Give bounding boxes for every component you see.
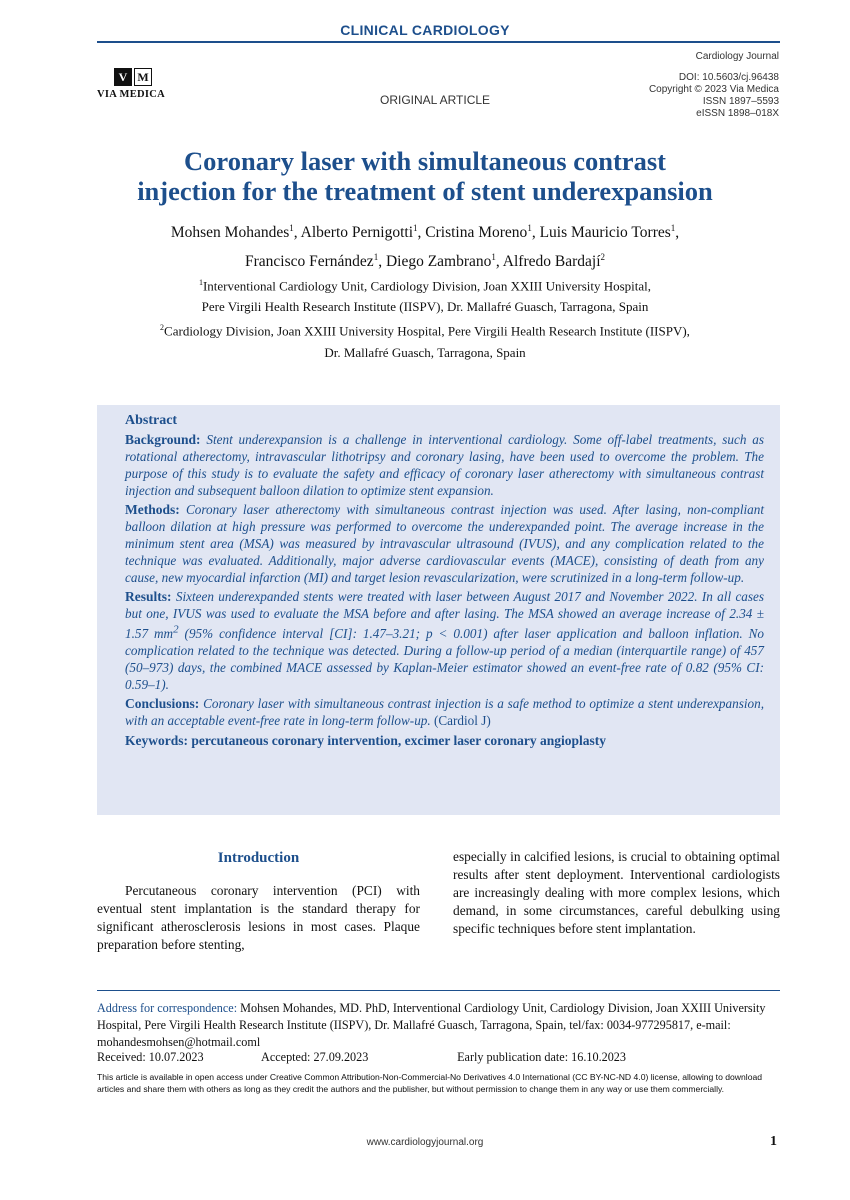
correspondence-address <box>97 1000 780 1051</box>
received-date: Received: 10.07.2023 <box>97 1050 204 1064</box>
conclusions-label: Conclusions: <box>125 696 200 712</box>
publisher-name: VIA MEDICA <box>97 89 166 100</box>
keywords-label: Keywords: <box>125 733 188 749</box>
author-name: Mohsen Mohandes <box>170 224 290 242</box>
affiliation-text: Interventional Cardiology Unit, Cardiology Division, Joan XXIII University Hospital, <box>202 278 652 294</box>
background-text: Stent underexpansion is a challenge in interventional cardiology. Some off-label treatments, such as rotational atherectomy, intravascular lithotripsy and coronary lasing, have been used to overcome the problem. The purpose of this study is to evaluate the safety and efficacy of coronary laser atherectomy with simultaneous contrast injection and subsequent balloon dilation to optimize stent expansion. <box>125 432 764 498</box>
journal-name: Cardiology Journal <box>695 51 779 62</box>
abstract-box <box>97 405 780 815</box>
results-text <box>125 589 764 692</box>
logo-letter-m: M <box>134 68 152 86</box>
abstract-methods <box>125 501 764 586</box>
author-separator: , <box>675 224 680 242</box>
body-column-left <box>97 848 420 954</box>
address-label: Address for correspondence: <box>97 1001 238 1015</box>
abstract-conclusions <box>125 695 764 729</box>
logo-letter-v: V <box>114 68 132 86</box>
background-label: Background: <box>125 432 201 447</box>
abstract-background <box>125 431 764 499</box>
intro-paragraph-start: Percutaneous coronary intervention (PCI) with eventual stent implantation is the standard therapy for significant atherosclerosis lesions in most cases. Plaque preparation before stenting, <box>97 883 420 952</box>
results-label: Results: <box>125 589 172 604</box>
affiliation-2-line-1 <box>60 317 790 341</box>
affiliations <box>60 272 790 363</box>
section-header: CLINICAL CARDIOLOGY <box>340 22 510 38</box>
footnote-rule <box>97 990 780 991</box>
author-name: Diego Zambrano <box>385 253 492 271</box>
title-line-2: injection for the treatment of stent underexpansion <box>137 176 713 206</box>
author-affiliation-mark: 1 <box>670 223 676 233</box>
title-line-1: Coronary laser with simultaneous contrast <box>184 146 666 176</box>
publication-dates <box>97 1050 780 1065</box>
journal-citation: (Cardiol J) <box>430 713 491 729</box>
eissn: eISSN 1898–018X <box>696 108 779 119</box>
affiliation-1-line-1 <box>60 272 790 296</box>
author-affiliation-mark: 1 <box>289 223 294 233</box>
methods-text: Coronary laser atherectomy with simultaneous contrast injection was used. After lasing, non-compliant balloon dilation at high pressure was performed to overcome the underexpanded point. The average increase in the minimum stent area (MSA) was measured by intravascular ultrasound (IVUS), and any complication related to the technique was evaluated. Additionally, major adverse cardiovascular events (MACE), consisting of death from any cause, new myocardial infarction (MI) and target lesion revascularization, were scrutinized in a long-term follow-up. <box>125 502 764 585</box>
intro-paragraph-continued: especially in calcified lesions, is crucial to obtaining optimal results after stent deployment. Interventional cardiologists are increasingly dealing with more complex lesions, which demand, in some circumstances, careful debulking using specific techniques before stent implantation. <box>453 849 780 936</box>
author-separator: , <box>417 224 426 242</box>
author-name: Francisco Fernández <box>245 253 374 271</box>
keywords-text: percutaneous coronary intervention, excimer laser coronary angioplasty <box>191 733 606 749</box>
author-separator: , <box>293 224 301 242</box>
author-name: Alberto Pernigotti <box>300 224 414 242</box>
conclusions-text: Coronary laser with simultaneous contrast injection is a safe method to optimize a stent underexpansion, with an acceptable event-free rate in long-term follow-up. <box>125 696 764 729</box>
author-affiliation-mark: 1 <box>491 252 496 263</box>
accepted-date: Accepted: 27.09.2023 <box>261 1050 369 1064</box>
publisher-logo <box>97 68 177 100</box>
page-number: 1 <box>770 1134 777 1149</box>
methods-label: Methods: <box>125 502 180 517</box>
author-affiliation-mark: 1 <box>413 223 418 233</box>
author-affiliation-mark: 1 <box>527 223 532 233</box>
logo-mark <box>114 68 177 86</box>
introduction-heading: Introduction <box>217 850 300 866</box>
author-separator: , <box>378 253 386 271</box>
affiliation-mark: 1 <box>198 278 203 287</box>
affiliation-mark: 2 <box>160 323 165 333</box>
author-line-2 <box>60 245 790 274</box>
results-superscript: 2 <box>173 624 179 636</box>
affiliation-2-line-2: Dr. Mallafré Guasch, Tarragona, Spain <box>324 344 526 360</box>
author-line-1 <box>60 216 790 245</box>
license-notice: This article is available in open access under Creative Common Attribution-Non-Commercial-No Derivatives 4.0 International (CC BY-NC-ND 4.0) license, allowing to download articles and share them with others as long as they credit the authors and the publisher, but without permission to change them in any way or use them commercially. <box>97 1072 763 1094</box>
footer-url[interactable]: www.cardiologyjournal.org <box>366 1137 484 1148</box>
author-separator: , <box>495 253 503 271</box>
author-list <box>60 216 790 274</box>
early-publication-date: Early publication date: 16.10.2023 <box>457 1050 626 1064</box>
results-text-part-1: Sixteen underexpanded stents were treated with laser between August 2017 and November 2022. In all cases but one, IVUS was used to evaluate the MSA before and after lasing. The MSA showed an average increase of 2.34 ± 1.57 mm <box>125 589 765 642</box>
results-text-part-2: (95% confidence interval [CI]: 1.47–3.21; p < 0.001) after laser application and balloon inflation. No complication related to the technique was detected. During a follow-up period of a median (interquartile range) of 457 (50–973) days, the combined MACE assessed by Kaplan-Meier estimator showed an event-free rate of 0.82 (95% CI: 0.59–1). <box>125 626 764 693</box>
affiliation-1-line-2: Pere Virgili Health Research Institute (IISPV), Dr. Mallafré Guasch, Tarragona, Spain <box>201 299 649 315</box>
address-text[interactable]: Mohsen Mohandes, MD. PhD, Interventional Cardiology Unit, Cardiology Division, Joan XXIII University Hospital, Pere Virgili Health Research Institute (IISPV), Dr. Mallafré Guasch, Tarragona, Spain, tel/fax: 0034-977295817, e-mail: mohandesmohsen@hotmail.coml <box>97 1001 766 1049</box>
author-separator: , <box>531 224 540 242</box>
author-name: Cristina Moreno <box>425 224 528 242</box>
author-name: Luis Mauricio Torres <box>539 224 671 242</box>
doi[interactable]: DOI: 10.5603/cj.96438 <box>678 72 779 83</box>
author-affiliation-mark: 1 <box>373 252 379 263</box>
keywords <box>125 732 764 749</box>
abstract-results <box>125 588 764 693</box>
article-type: ORIGINAL ARTICLE <box>380 93 491 107</box>
header-rule <box>97 41 780 43</box>
body-column-right <box>453 848 780 938</box>
affiliation-text: Cardiology Division, Joan XXIII University Hospital, Pere Virgili Health Research Institute (IISPV), <box>164 323 690 339</box>
article-title <box>60 146 790 206</box>
issn: ISSN 1897–5593 <box>702 96 779 107</box>
author-name: Alfredo Bardají <box>502 253 601 271</box>
journal-meta <box>649 51 779 120</box>
copyright: Copyright © 2023 Via Medica <box>648 84 779 95</box>
abstract-heading: Abstract <box>125 413 178 428</box>
author-affiliation-mark: 2 <box>600 252 605 263</box>
